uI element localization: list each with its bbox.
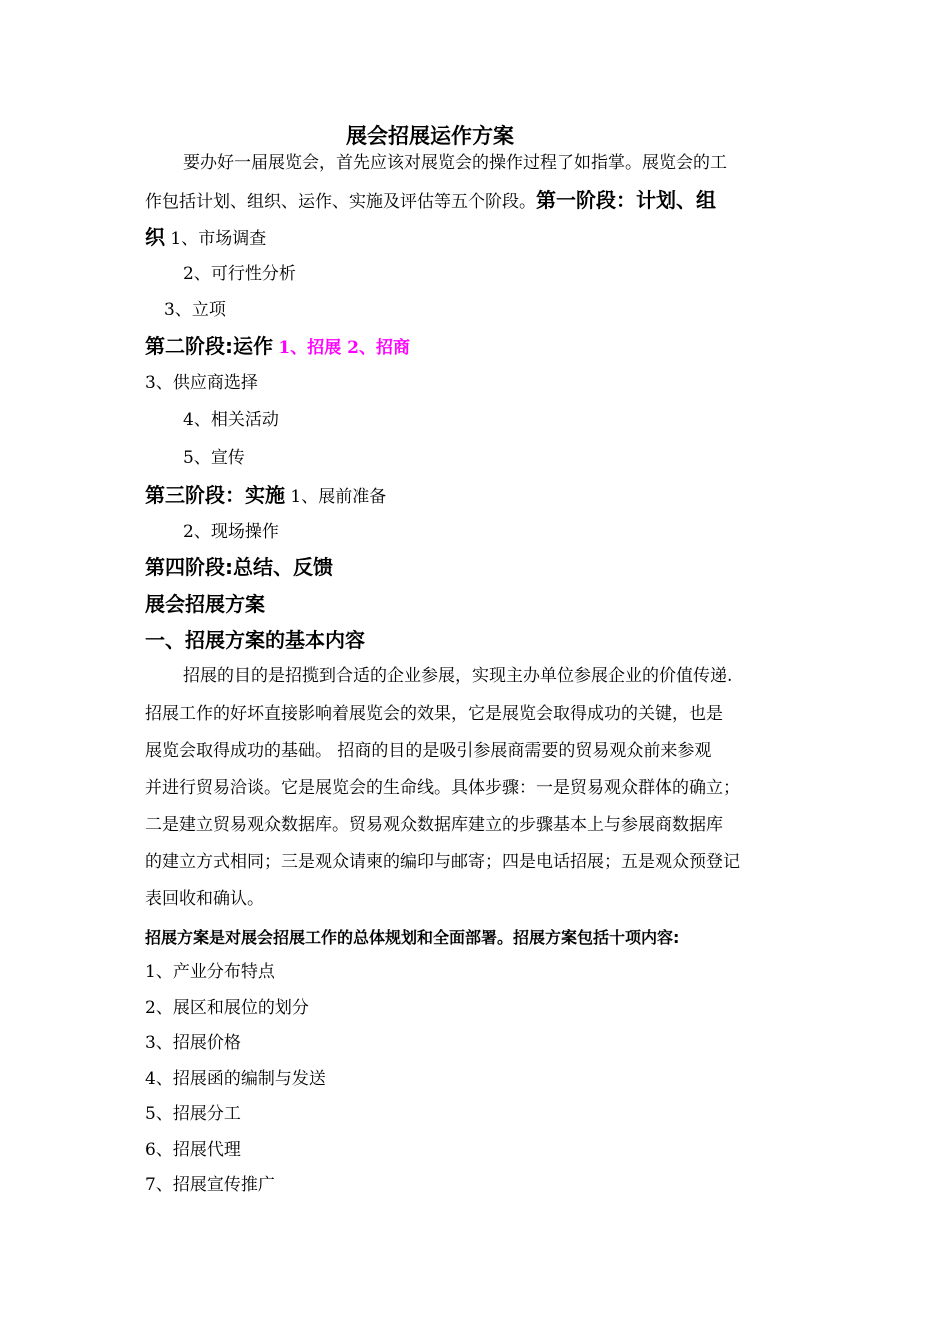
stage2-line [145,335,410,359]
intro-text: 作包括计划、组织、运作、实施及评估等五个阶段。 [145,192,536,212]
stage2-item-5: 5、宣传 [183,448,245,468]
list-item-2: 2、展区和展位的划分 [145,998,309,1018]
subsection-title: 一、招展方案的基本内容 [145,628,365,652]
list-item-3: 3、招展价格 [145,1033,241,1053]
summary-line: 招展方案是对展会招展工作的总体规划和全面部署。招展方案包括十项内容: [145,928,680,947]
stage2-heading: 第二阶段:运作 [145,334,273,358]
list-item-4: 4、招展函的编制与发送 [145,1069,326,1089]
stage1-line [145,226,266,250]
stage2-highlight: 1、招展 2、招商 [278,338,410,358]
intro-line-1: 要办好一届展览会，首先应该对展览会的操作过程了如指掌。展览会的工 [183,153,727,173]
stage3-heading: 第三阶段：实施 [145,483,285,507]
stage3-line [145,484,386,508]
document-title: 展会招展运作方案 [346,124,514,148]
paragraph-line-1: 招展的目的是招揽到合适的企业参展，实现主办单位参展企业的价值传递. [183,666,733,686]
list-item-1: 1、产业分布特点 [145,962,275,982]
stage2-item-3: 3、供应商选择 [145,373,258,393]
paragraph-line-5: 二是建立贸易观众数据库。贸易观众数据库建立的步骤基本上与参展商数据库 [145,815,723,835]
stage4-heading: 第四阶段:总结、反馈 [145,555,333,579]
stage3-item-2: 2、现场操作 [183,522,279,542]
intro-line-2 [145,189,716,213]
list-item-5: 5、招展分工 [145,1104,241,1124]
stage1-item-1: 1、市场调查 [170,229,267,249]
stage1-heading: 第一阶段：计划、组 [536,188,716,212]
stage1-item-3: 3、立项 [164,300,226,320]
section-title: 展会招展方案 [145,592,265,616]
stage1-item-2: 2、可行性分析 [183,264,296,284]
paragraph-line-2: 招展工作的好坏直接影响着展览会的效果，它是展览会取得成功的关键，也是 [145,704,723,724]
stage2-item-4: 4、相关活动 [183,410,279,430]
list-item-6: 6、招展代理 [145,1140,241,1160]
paragraph-line-3: 展览会取得成功的基础。 招商的目的是吸引参展商需要的贸易观众前来参观 [145,741,712,761]
stage1-heading-cont: 织 [145,225,165,249]
paragraph-line-7: 表回收和确认。 [145,889,264,909]
stage3-item-1: 1、展前准备 [290,487,387,507]
paragraph-line-4: 并进行贸易洽谈。它是展览会的生命线。具体步骤：一是贸易观众群体的确立； [145,778,740,798]
paragraph-line-6: 的建立方式相同；三是观众请柬的编印与邮寄；四是电话招展；五是观众预登记 [145,852,740,872]
list-item-7: 7、招展宣传推广 [145,1175,275,1195]
